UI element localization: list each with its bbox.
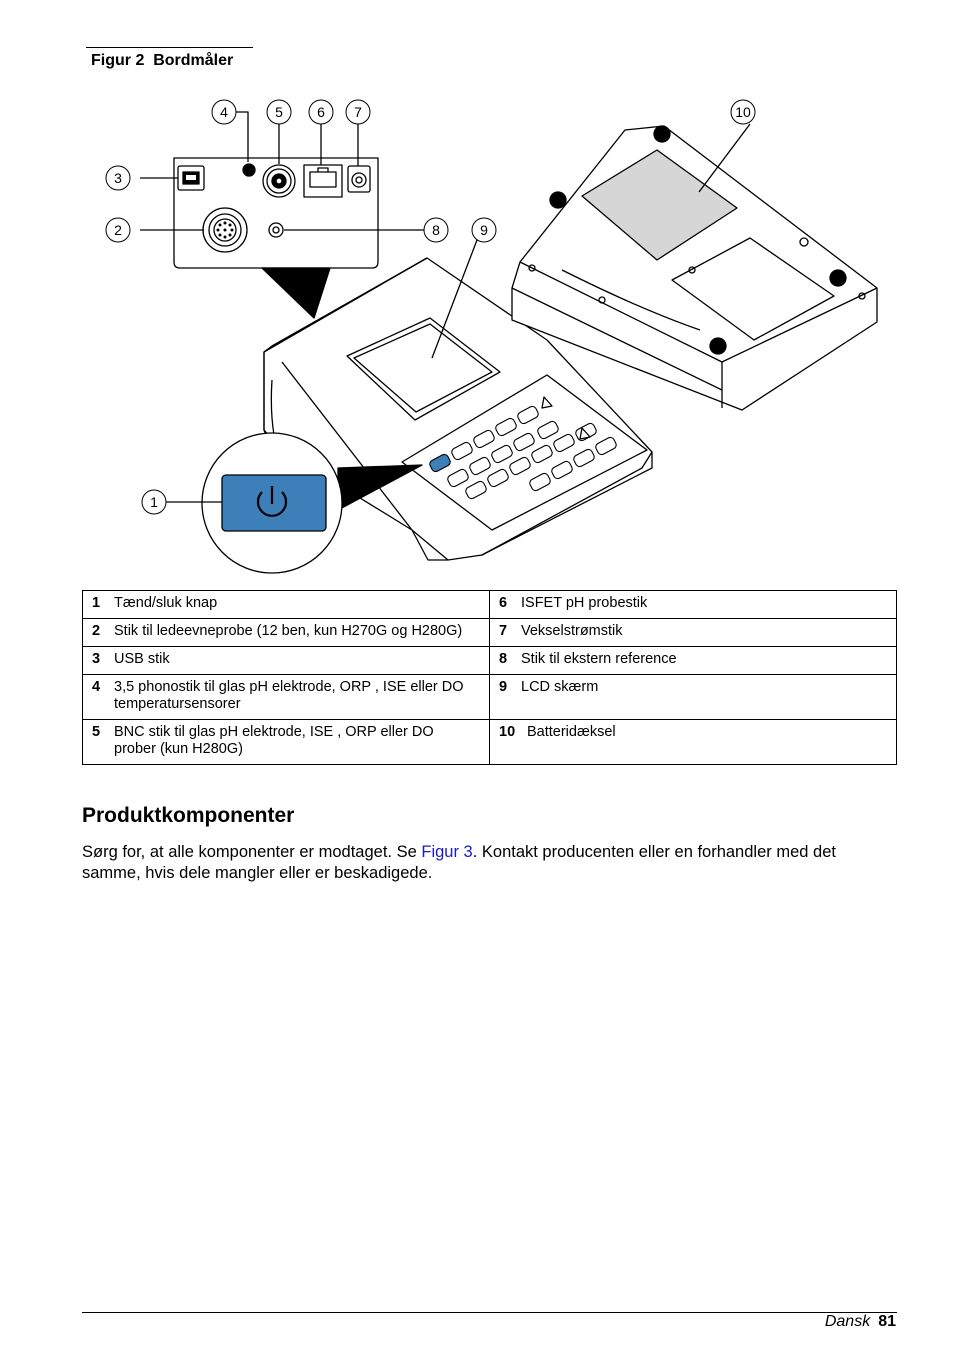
connector-panel bbox=[174, 158, 378, 268]
legend-number: 9 bbox=[499, 679, 508, 695]
callout-7: 7 bbox=[354, 104, 362, 120]
table-row bbox=[83, 675, 897, 720]
figure-3-link[interactable]: Figur 3 bbox=[421, 843, 473, 861]
callout-6: 6 bbox=[317, 104, 325, 120]
meter-illustration bbox=[82, 90, 897, 580]
footer-rule bbox=[82, 1312, 897, 1313]
table-row bbox=[83, 647, 897, 675]
legend-text: Batteridæksel bbox=[527, 724, 616, 740]
legend-text: BNC stik til glas pH elektrode, ISE , ORP eller DO prober (kun H280G) bbox=[114, 724, 434, 757]
legend-text: Stik til ekstern reference bbox=[521, 651, 677, 667]
callout-2: 2 bbox=[114, 222, 122, 238]
table-row bbox=[83, 720, 897, 765]
page-footer bbox=[825, 1313, 896, 1331]
page-number: 81 bbox=[878, 1313, 896, 1330]
paragraph-text: . Kontakt producenten eller en forhandler med det samme, hvis dele mangler eller er beskadigede. bbox=[82, 843, 836, 882]
callout-4: 4 bbox=[220, 104, 228, 120]
callout-legend-table bbox=[82, 590, 897, 765]
section-heading: Produktkomponenter bbox=[82, 804, 295, 827]
callout-10: 10 bbox=[735, 104, 751, 120]
legend-number: 4 bbox=[92, 679, 101, 695]
legend-number: 3 bbox=[92, 651, 101, 667]
legend-text: 3,5 phonostik til glas pH elektrode, ORP , ISE eller DO temperatursensorer bbox=[114, 679, 464, 712]
legend-number: 10 bbox=[499, 724, 516, 740]
body-paragraph bbox=[82, 842, 897, 884]
legend-text: Stik til ledeevneprobe (12 ben, kun H270G og H280G) bbox=[114, 623, 463, 639]
callout-1: 1 bbox=[150, 494, 158, 510]
legend-text: Tænd/sluk knap bbox=[114, 595, 218, 611]
callout-5: 5 bbox=[275, 104, 283, 120]
legend-number: 7 bbox=[499, 623, 508, 639]
callout-8: 8 bbox=[432, 222, 440, 238]
figure-caption-rule bbox=[86, 47, 253, 48]
legend-number: 5 bbox=[92, 724, 101, 740]
legend-number: 1 bbox=[92, 595, 101, 611]
legend-text: ISFET pH probestik bbox=[521, 595, 648, 611]
legend-number: 6 bbox=[499, 595, 508, 611]
legend-number: 2 bbox=[92, 623, 101, 639]
footer-language: Dansk bbox=[824, 1313, 871, 1330]
callout-3: 3 bbox=[114, 170, 122, 186]
paragraph-text: Sørg for, at alle komponenter er modtaget. Se bbox=[82, 843, 422, 861]
table-row bbox=[83, 591, 897, 619]
figure-caption: Figur 2 Bordmåler bbox=[91, 52, 234, 69]
legend-number: 8 bbox=[499, 651, 508, 667]
table-row bbox=[83, 619, 897, 647]
callout-9: 9 bbox=[480, 222, 488, 238]
power-button-zoom bbox=[202, 433, 342, 573]
legend-text: Vekselstrømstik bbox=[521, 623, 623, 639]
legend-text: USB stik bbox=[114, 651, 170, 667]
legend-text: LCD skærm bbox=[521, 679, 599, 695]
